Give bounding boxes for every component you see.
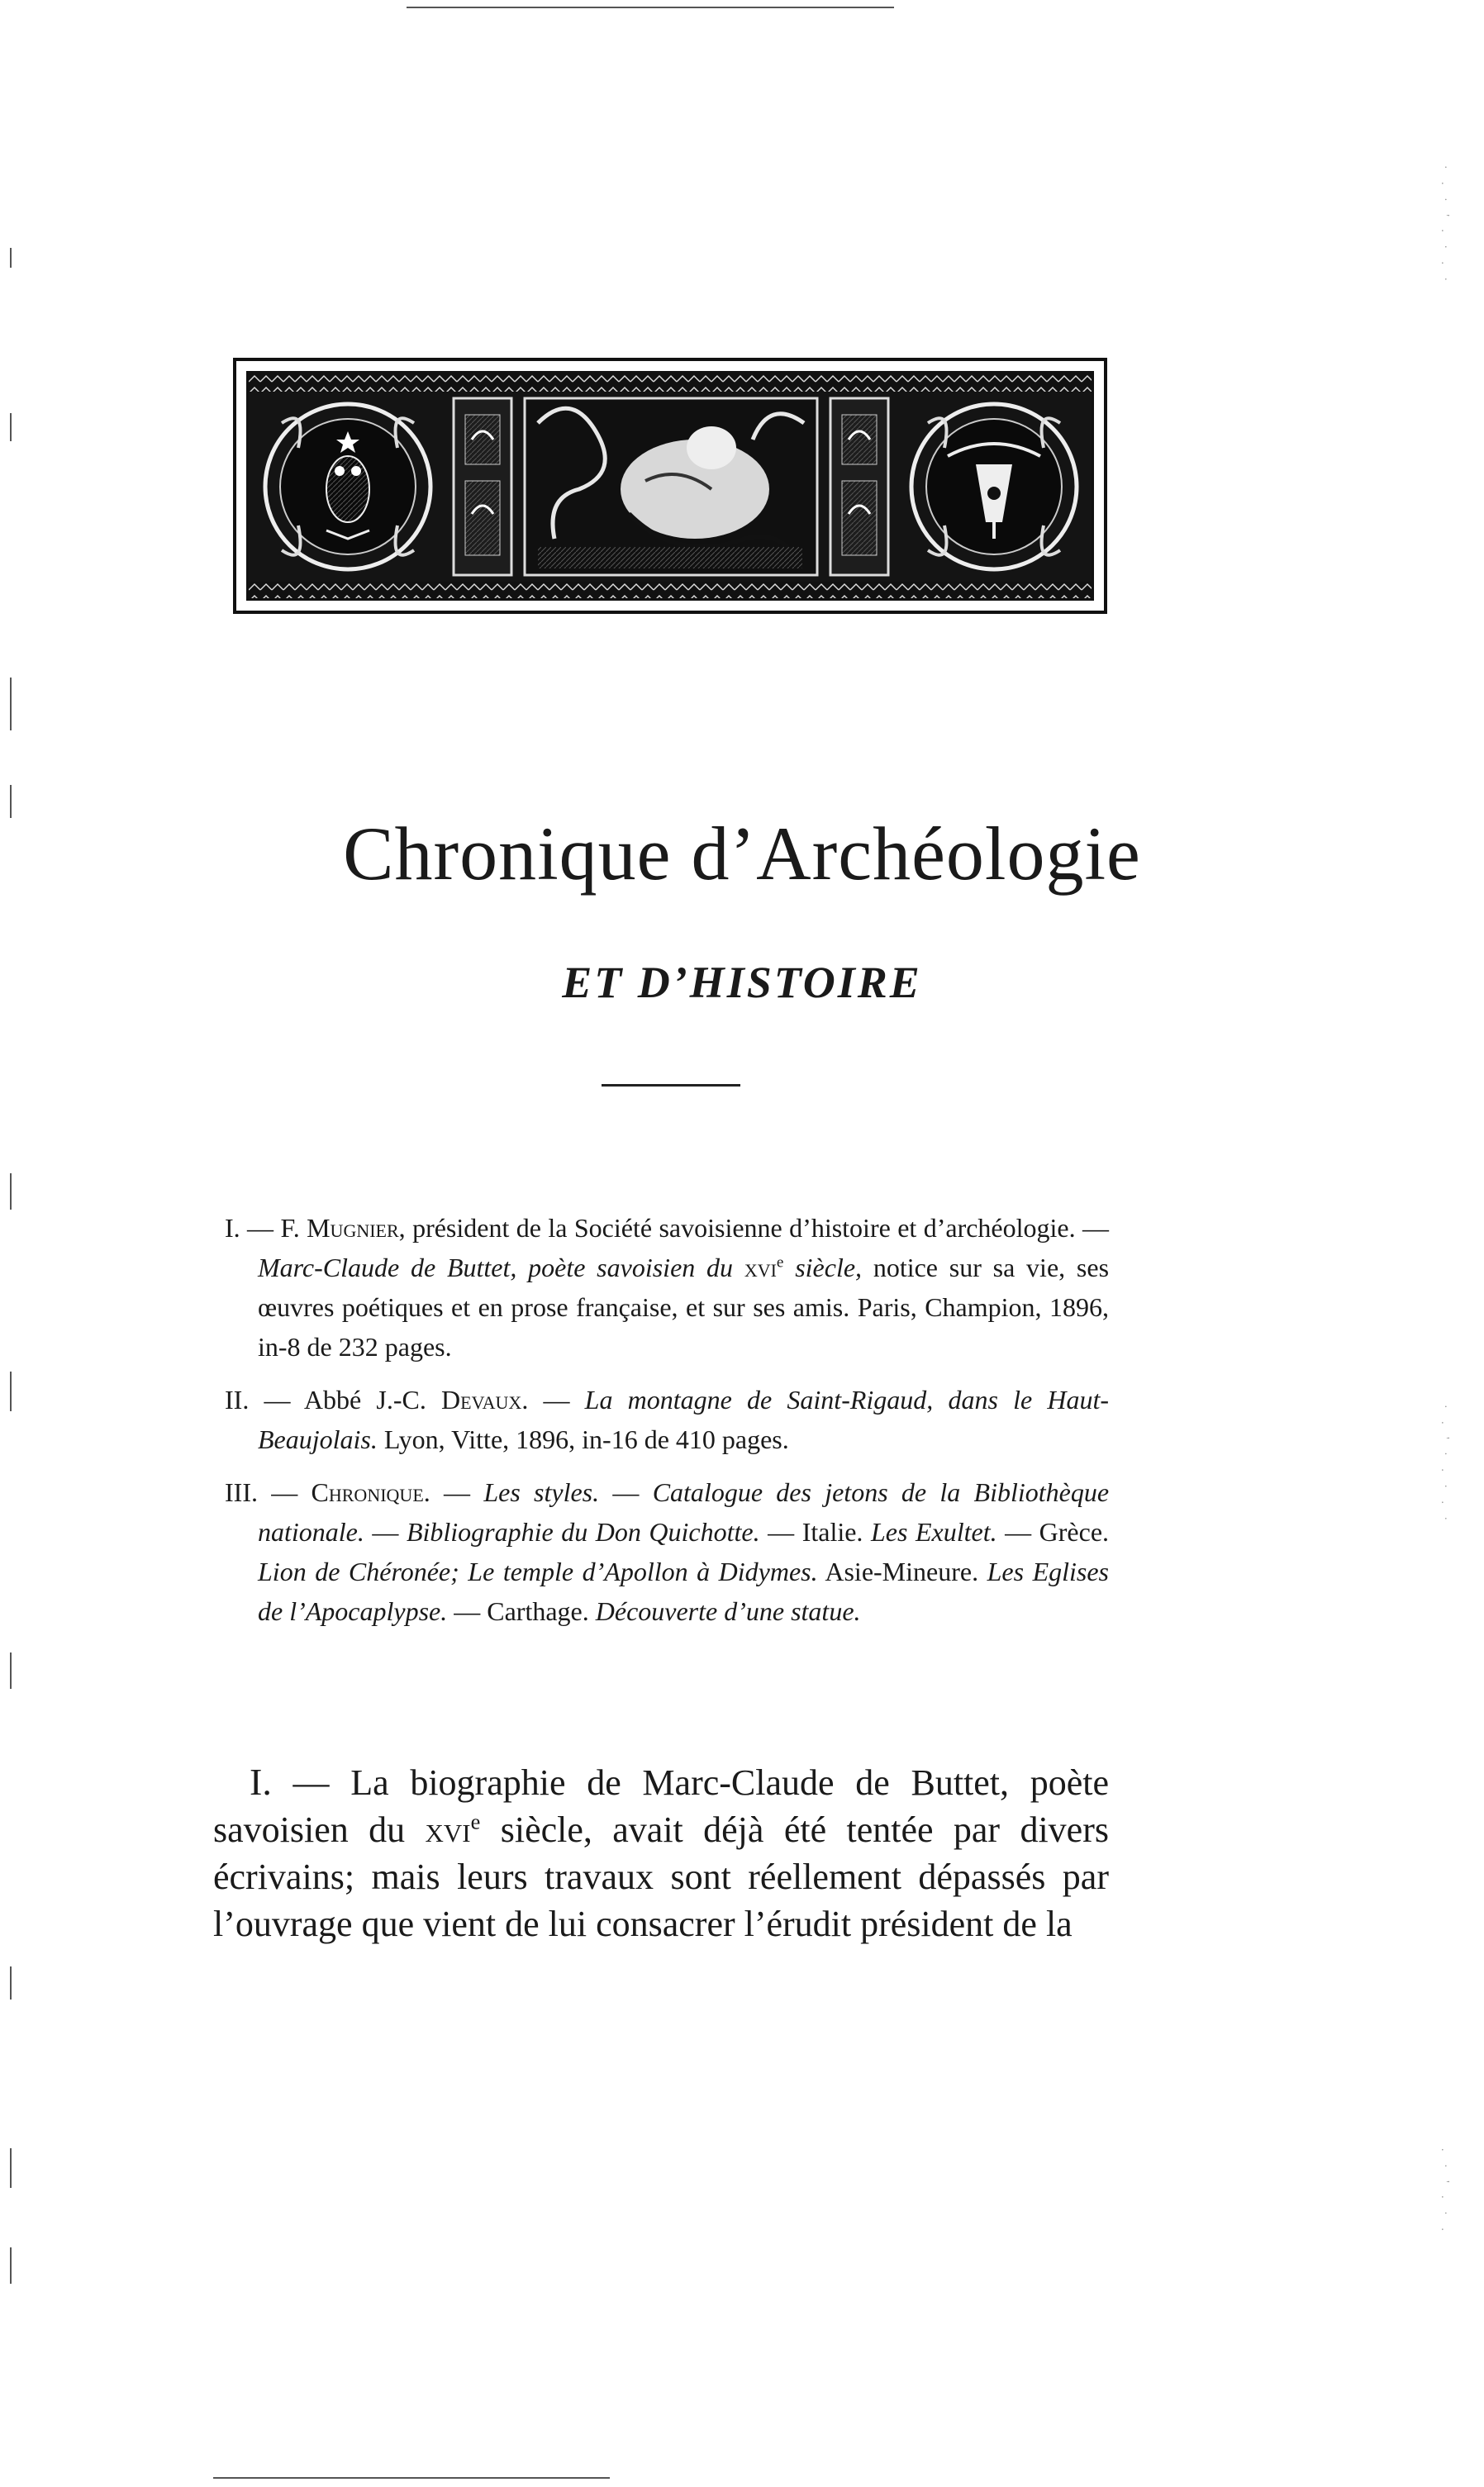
entry-century: xvi (744, 1253, 777, 1282)
entry-topic: Lion de Chéronée; Le temple d’Apollon à Didymes. (258, 1557, 818, 1586)
body-paragraph (213, 1758, 1109, 1947)
left-pillar (454, 398, 511, 575)
entry-work-title: Marc-Claude de Buttet, poète savoisien du (258, 1253, 734, 1282)
entry-topic: Les Eglises de l’Apocaplypse. (258, 1557, 1110, 1626)
scan-edge-line-bottom (213, 2477, 610, 2479)
entry-author: F. Mugnier (280, 1213, 399, 1243)
ornament-engraving (246, 371, 1094, 601)
entry-text: . — (423, 1477, 484, 1507)
scan-margin-mark (10, 1652, 12, 1689)
entry-numeral: I. — (225, 1213, 274, 1243)
ornament-illustration (249, 373, 1093, 600)
entry-work-title: La montagne de Saint-Rigaud, dans le Haut-Beaujolais. (258, 1385, 1110, 1454)
paragraph-century: xvi (425, 1809, 471, 1850)
entry-text: Lyon, Vitte, 1896, in-16 de 410 pages. (377, 1424, 789, 1454)
entry-numeral: III. — (225, 1477, 298, 1507)
scan-speckle: . · ' . · . (1439, 2148, 1451, 2236)
scan-margin-mark (10, 413, 12, 441)
entry-topic: Les styles. (483, 1477, 600, 1507)
entry-author: Devaux (441, 1385, 522, 1415)
scan-margin-mark (10, 1173, 12, 1210)
title-divider (602, 1084, 740, 1087)
entry-text: Abbé J.-C. (303, 1385, 442, 1415)
summary-entry-1 (225, 1208, 1109, 1367)
chronicle-summary (225, 1208, 1109, 1644)
paragraph-text: — La biographie de Marc-Claude de Buttet, poète savoisien du (213, 1762, 1109, 1850)
entry-century-sup: e (776, 1253, 784, 1272)
paragraph-century-sup: e (470, 1809, 481, 1834)
summary-entry-3 (225, 1472, 1109, 1631)
scan-margin-mark (10, 2148, 12, 2188)
entry-work-title: siècle, (783, 1253, 863, 1282)
entry-text: — (599, 1477, 653, 1507)
entry-topic: Bibliographie du Don Quichotte. (406, 1517, 760, 1547)
scan-margin-mark (10, 1966, 12, 2000)
entry-topic: Les Exultet. (870, 1517, 997, 1547)
scan-margin-mark (10, 1372, 12, 1411)
central-figure-scene (525, 398, 817, 575)
scan-margin-mark (10, 2247, 12, 2284)
scan-margin-mark (10, 248, 12, 268)
entry-text: — Italie. (759, 1517, 871, 1547)
entry-text: Asie-Mineure. (817, 1557, 987, 1586)
chapter-title: Chronique d’Archéologie (343, 811, 1141, 896)
paragraph-numeral: I. (250, 1761, 272, 1803)
right-pillar (830, 398, 888, 575)
entry-text: . — (521, 1385, 585, 1415)
scan-margin-mark (10, 678, 12, 730)
entry-text: — Grèce. (996, 1517, 1110, 1547)
entry-numeral: II. — (225, 1385, 291, 1415)
scan-edge-line-top (407, 7, 894, 8)
ornamental-headpiece (233, 358, 1107, 614)
entry-topic: Découverte d’une statue. (595, 1596, 861, 1626)
entry-text: , président de la Société savoisienne d’histoire et d’archéologie. — (398, 1213, 1110, 1243)
paragraph-text: siècle, avait déjà été tentée par divers écrivains; mais leurs travaux sont réellement dépassés par l’ouvrage que vient de lui consacrer l’érudit président de la (213, 1809, 1109, 1944)
entry-text: — Carthage. (447, 1596, 596, 1626)
right-medallion (911, 404, 1077, 569)
entry-topic: Catalogue des jetons de la Bibliothèque nationale. (258, 1477, 1110, 1547)
entry-text: — (364, 1517, 407, 1547)
entry-author: Chronique (311, 1477, 424, 1507)
summary-entry-2 (225, 1380, 1109, 1459)
entry-text: notice sur sa vie, ses œuvres poétiques et en prose française, et sur ses amis. Paris, Champion, 1896, in-8 de 232 pages. (258, 1253, 1110, 1362)
scan-speckle: · . ' · . · . · (1439, 1405, 1451, 1526)
scan-speckle: · . · ' . · . · (1439, 165, 1451, 287)
chapter-subtitle: ET D’HISTOIRE (562, 958, 922, 1007)
left-medallion (265, 404, 430, 569)
